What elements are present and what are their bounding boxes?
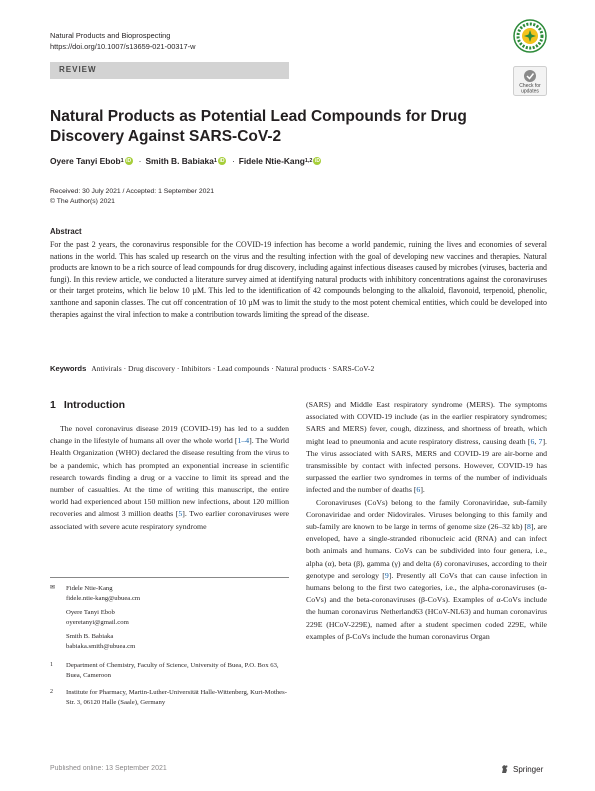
orcid-icon[interactable]: iD	[219, 158, 225, 164]
citation-link[interactable]: 9	[384, 570, 389, 580]
citation-link[interactable]: 8	[527, 522, 531, 532]
copyright: © The Author(s) 2021	[50, 197, 115, 205]
published-online: Published online: 13 September 2021	[50, 765, 167, 772]
author-affiliation-mark: 1	[120, 158, 124, 164]
journal-logo-icon	[513, 19, 547, 53]
paragraph: Coronaviruses (CoVs) belong to the family Coronaviridae, sub-family Coronaviridae and order Nidovirales. Viruses belonging to this family and sub-family are known to be large in terms of genome size (26–32 kb) [8], are enveloped, have a single-stranded ribonucleic acid (RNA) and can infect both animals and humans. CoVs can be subdivided into four genera, i.e., alpha (α), beta (β), gamma (γ) and delta (δ) coronaviruses, according to their genotype and serology [9]. Presently all CoVs that can cause infection in humans belong to the first two categories, i.e., the alpha-coronaviruses (α-CoVs) and the beta-coronaviruses (β-CoVs). Examples of α-CoVs include the human coronavirus Netherland63 (HCoV-NL63) and human coronavirus 229E (HCoV-229E), named after a student specimen coded 229E, while examples of β-CoVs include the human coronavirus Organ	[306, 497, 547, 641]
contact-email[interactable]: babiaka.smith@ubuea.cm	[66, 642, 136, 650]
footnote-divider	[50, 577, 289, 578]
author-name[interactable]: Smith B. Babiaka	[145, 156, 214, 166]
affiliation-entry	[50, 688, 289, 707]
contact-email[interactable]: oyeretanyi@gmail.com	[66, 618, 129, 626]
article-type-label: REVIEW	[59, 65, 97, 74]
orcid-icon[interactable]: iD	[126, 158, 132, 164]
author-list	[50, 156, 323, 166]
affiliation-mark: 1	[50, 662, 53, 668]
contact-name: Smith B. Babiaka	[66, 633, 114, 640]
article-type-bar	[50, 62, 289, 79]
keywords-label: Keywords	[50, 364, 87, 373]
citation-link[interactable]: 1–4	[237, 436, 250, 446]
check-for-updates-icon[interactable]	[513, 66, 547, 96]
abstract-heading: Abstract	[50, 227, 82, 236]
contact-entry	[50, 584, 289, 603]
author-name[interactable]: Oyere Tanyi Ebob	[50, 156, 121, 166]
body-column-right	[306, 399, 547, 643]
contact-email[interactable]: fidele.ntie-kang@ubuea.cm	[66, 594, 141, 602]
contact-entry	[50, 608, 289, 627]
author-separator: ·	[231, 156, 235, 166]
affiliation-text: Department of Chemistry, Faculty of Science, University of Buea, P.O. Box 63, Buea, Cameroon	[66, 662, 279, 679]
check-label-1: Check for	[519, 83, 541, 89]
body-column-left	[50, 423, 289, 533]
journal-name: Natural Products and Bioprospecting	[50, 31, 171, 40]
springer-horse-icon	[500, 764, 510, 774]
citation-link[interactable]: 5	[178, 509, 183, 519]
received-accepted: Received: 30 July 2021 / Accepted: 1 September 2021	[50, 188, 214, 195]
contact-entry	[50, 632, 289, 651]
keywords	[50, 364, 374, 373]
doi-link[interactable]: https://doi.org/10.1007/s13659-021-00317-w	[50, 42, 196, 51]
section-title: Introduction	[63, 399, 126, 411]
affiliation-entry	[50, 661, 289, 680]
contact-name: Fidele Ntie-Kang	[66, 585, 113, 592]
affiliation-text: Institute for Pharmacy, Martin-Luther-Universität Halle-Wittenberg, Kurt-Mothes-Str. 3, 06120 Halle (Saale), Germany	[66, 689, 287, 706]
check-label-2: updates	[521, 88, 539, 95]
envelope-icon: ✉	[50, 585, 56, 591]
author-name[interactable]: Fidele Ntie-Kang	[238, 156, 305, 166]
affiliation-block	[50, 584, 289, 707]
keywords-list: Antivirals · Drug discovery · Inhibitors · Lead compounds · Natural products · SARS-CoV-2	[91, 364, 375, 373]
paragraph: (SARS) and Middle East respiratory syndrome (MERS). The symptoms associated with COVID-19 include (as in the earlier respiratory syndromes; SARS and MERS) fever, cough, dizziness, and shortness of breath, which might lead to pneumonia and acute respiratory distress, causing death [6, 7]. The virus associated with SARS, MERS and COVID-19 are air-borne and transmissible by contact with infected persons. However, COVID-19 has surpassed the earlier two syndromes in terms of the number of individuals infected and the number of deaths [6].	[306, 400, 547, 495]
affiliation-mark: 2	[50, 689, 53, 695]
publisher-name: Springer	[513, 764, 544, 774]
author-separator: ·	[138, 156, 142, 166]
contact-name: Oyere Tanyi Ebob	[66, 609, 115, 616]
article-dates	[50, 187, 214, 206]
author-affiliation-mark: 1	[213, 158, 217, 164]
orcid-icon[interactable]: iD	[314, 158, 320, 164]
abstract-text: For the past 2 years, the coronavirus responsible for the COVID-19 infection has become a world pandemic, ruining the lives and economies of several nations in the world. This has scaled up research on the virus and the resulting infection with the goal of developing new vaccines and therapies. Natural products are known to be a rich source of lead compounds for drug discovery, including against infectious diseases caused by microbes (viruses, bacteria and fungi). In this review article, we conducted a literature survey aimed at identifying natural products with inhibitory concentrations against the coronaviruses or their target proteins, which lie below 10 µM. This led to the identification of 42 compounds belonging to the alkaloid, flavonoid, terpenoid, phenolic, xanthone and saponin classes. The cut off concentration of 10 µM was to limit the study to the most potent chemical entities, which could be developed into therapies against the viral infection to make a contribution towards limiting the spread of the disease.	[50, 240, 547, 319]
section-number: 1	[50, 399, 56, 411]
paragraph: The novel coronavirus disease 2019 (COVID-19) has led to a sudden change in the lifestyle of humans all over the whole world [1–4]. The World Health Organization (WHO) declared the disease resulting from the virus to be a pandemic, which has prompted an exponential increase in scientific research towards finding a drug or a vaccine to limit its spread and the number of casualties. At the time of writing this manuscript, the entire world had experienced about 150 million new infections, about 120 million recoveries and almost 3 million deaths [5]. Two earlier coronaviruses were associated with severe acute respiratory syndrome	[50, 424, 289, 531]
citation-link[interactable]: 6	[416, 485, 421, 495]
article-title: Natural Products as Potential Lead Compounds for Drug Discovery Against SARS-CoV-2	[50, 108, 467, 145]
section-heading	[50, 399, 133, 411]
author-affiliation-mark: 1,2	[304, 158, 313, 164]
citation-link[interactable]: 7	[538, 436, 543, 446]
citation-link[interactable]: 6	[530, 436, 535, 446]
journal-header	[50, 30, 195, 52]
publisher	[500, 764, 543, 774]
